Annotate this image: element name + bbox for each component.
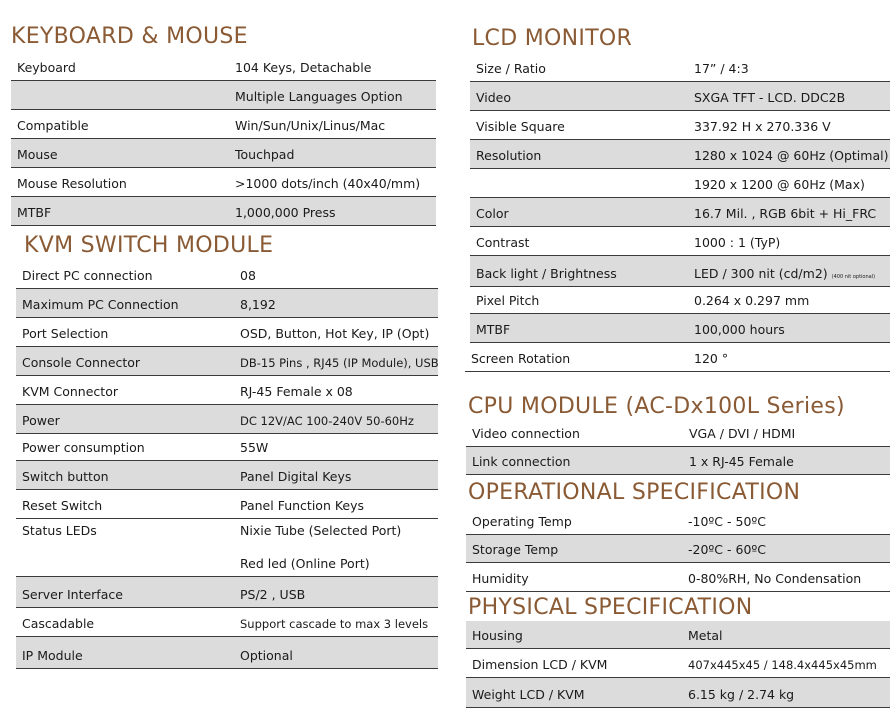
- spec-value: 1920 x 1200 @ 60Hz (Max): [694, 177, 865, 192]
- spec-label: Screen Rotation: [471, 351, 571, 366]
- spec-label: Switch button: [22, 469, 109, 484]
- spec-label: KVM Connector: [22, 384, 118, 399]
- spec-label: Storage Temp: [472, 542, 559, 557]
- spec-row: [16, 519, 438, 547]
- spec-row: [11, 168, 436, 197]
- spec-row: [470, 227, 890, 256]
- spec-value: 1 x RJ-45 Female: [689, 454, 794, 469]
- section-title: KEYBOARD & MOUSE: [11, 24, 248, 49]
- spec-value: 337.92 H x 270.336 V: [694, 119, 831, 134]
- section-title: KVM SWITCH MODULE: [24, 233, 274, 258]
- spec-value: Win/Sun/Unix/Linus/Mac: [235, 118, 386, 133]
- spec-label: Port Selection: [22, 326, 109, 341]
- spec-label: Status LEDs: [22, 523, 97, 538]
- spec-value: -20ºC - 60ºC: [688, 542, 767, 557]
- spec-row: [466, 447, 890, 475]
- spec-row: [16, 260, 438, 289]
- spec-label: Size / Ratio: [476, 61, 546, 76]
- spec-label: Compatible: [17, 118, 89, 133]
- spec-row: [466, 535, 890, 563]
- spec-value: Support cascade to max 3 levels: [240, 617, 429, 631]
- physical-section: [466, 597, 890, 709]
- spec-label: Back light / Brightness: [476, 266, 617, 281]
- operational-section: [466, 482, 890, 592]
- spec-value: 120 °: [694, 351, 729, 366]
- spec-row: [16, 608, 438, 637]
- spec-value: -10ºC - 50ºC: [688, 514, 767, 529]
- spec-row: [16, 347, 438, 376]
- spec-row: [466, 621, 890, 649]
- spec-row: [11, 81, 436, 110]
- spec-value: Nixie Tube (Selected Port): [240, 523, 402, 538]
- spec-value: [694, 266, 875, 281]
- spec-row: [16, 577, 438, 608]
- spec-value: 8,192: [240, 297, 276, 312]
- spec-label: Color: [476, 206, 509, 221]
- spec-label: Maximum PC Connection: [22, 297, 179, 312]
- spec-label: Video: [476, 90, 512, 105]
- spec-label: Dimension LCD / KVM: [472, 657, 608, 672]
- section-title: CPU MODULE (AC-Dx100L Series): [468, 394, 845, 419]
- spec-value: 16.7 Mil. , RGB 6bit + Hi_FRC: [694, 206, 877, 221]
- spec-row: [16, 289, 438, 318]
- spec-value: DC 12V/AC 100-240V 50-60Hz: [240, 414, 414, 428]
- spec-value: 08: [240, 268, 256, 283]
- spec-label: Keyboard: [17, 60, 76, 75]
- spec-row: [466, 563, 890, 592]
- spec-value: VGA / DVI / HDMI: [689, 426, 796, 441]
- spec-label: Weight LCD / KVM: [472, 687, 585, 702]
- section-title: OPERATIONAL SPECIFICATION: [468, 480, 801, 505]
- spec-value: Optional: [240, 648, 293, 663]
- spec-value: RJ-45 Female x 08: [240, 384, 353, 399]
- spec-row: [470, 287, 890, 314]
- spec-label: MTBF: [476, 322, 511, 337]
- spec-label: Video connection: [472, 426, 580, 441]
- spec-value: 1,000,000 Press: [235, 205, 336, 220]
- spec-value: 0-80%RH, No Condensation: [688, 571, 862, 586]
- spec-row: [466, 421, 890, 447]
- section-title: LCD MONITOR: [472, 26, 633, 51]
- spec-row: [470, 314, 890, 343]
- spec-label: Housing: [472, 628, 523, 643]
- spec-value: PS/2 , USB: [240, 587, 306, 602]
- spec-row: [16, 548, 438, 577]
- spec-row: [470, 256, 890, 287]
- spec-value: Panel Function Keys: [240, 498, 365, 513]
- spec-value: 407x445x45 / 148.4x445x45mm: [688, 658, 877, 672]
- spec-value: 17” / 4:3: [694, 61, 749, 76]
- spec-row: [466, 678, 890, 708]
- spec-row: [465, 343, 890, 372]
- spec-row: [16, 376, 438, 405]
- spec-label: Mouse Resolution: [17, 176, 127, 191]
- spec-label: Cascadable: [22, 616, 95, 631]
- spec-value: Touchpad: [235, 147, 295, 162]
- section-title: PHYSICAL SPECIFICATION: [468, 595, 753, 620]
- spec-row: [470, 198, 890, 227]
- spec-value: 104 Keys, Detachable: [235, 60, 372, 75]
- spec-row: [11, 52, 436, 81]
- spec-row: [11, 139, 436, 168]
- spec-row: [470, 82, 890, 111]
- spec-label: Direct PC connection: [22, 268, 153, 283]
- spec-label: Operating Temp: [472, 514, 572, 529]
- spec-value: OSD, Button, Hot Key, IP (Opt): [240, 326, 430, 341]
- spec-label: Console Connector: [22, 355, 141, 370]
- spec-value: 6.15 kg / 2.74 kg: [688, 687, 795, 702]
- spec-row: [470, 140, 890, 169]
- spec-value: SXGA TFT - LCD. DDC2B: [694, 90, 846, 105]
- spec-label: Reset Switch: [22, 498, 103, 513]
- spec-row: [11, 110, 436, 139]
- spec-label: Link connection: [472, 454, 571, 469]
- cpu-module-section: [466, 396, 890, 476]
- lcd-monitor-section: [470, 28, 890, 373]
- kvm-switch-section: [16, 235, 438, 670]
- spec-label: Visible Square: [476, 119, 565, 134]
- spec-row: [470, 169, 890, 198]
- spec-label: Mouse: [17, 147, 58, 162]
- spec-label: Resolution: [476, 148, 542, 163]
- spec-row: [16, 318, 438, 347]
- spec-row: [466, 649, 890, 678]
- spec-label: MTBF: [17, 205, 52, 220]
- spec-label: Pixel Pitch: [476, 293, 540, 308]
- spec-row: [16, 434, 438, 461]
- spec-value-note: (400 nit optional): [831, 274, 876, 280]
- spec-row: [16, 405, 438, 434]
- spec-value: 100,000 hours: [694, 322, 785, 337]
- keyboard-mouse-section: [11, 26, 436, 230]
- spec-value: 55W: [240, 440, 269, 455]
- spec-label: IP Module: [22, 648, 83, 663]
- spec-row: [16, 490, 438, 519]
- spec-value: Metal: [688, 628, 723, 643]
- spec-row: [16, 637, 438, 669]
- spec-value: Panel Digital Keys: [240, 469, 352, 484]
- spec-label: Power: [22, 413, 60, 428]
- spec-value: 1280 x 1024 @ 60Hz (Optimal): [694, 148, 889, 163]
- spec-label: Humidity: [472, 571, 529, 586]
- spec-row: [11, 197, 436, 226]
- spec-row: [470, 111, 890, 140]
- spec-value: Red led (Online Port): [240, 556, 370, 571]
- spec-row: [16, 461, 438, 490]
- spec-value: 0.264 x 0.297 mm: [694, 293, 810, 308]
- spec-value: 1000 : 1 (TyP): [694, 235, 781, 250]
- spec-label: Power consumption: [22, 440, 145, 455]
- spec-value: >1000 dots/inch (40x40/mm): [235, 176, 421, 191]
- spec-row: [466, 507, 890, 535]
- spec-label: Server Interface: [22, 587, 123, 602]
- spec-value-text: LED / 300 nit (cd/m2): [694, 266, 828, 281]
- spec-value: Multiple Languages Option: [235, 89, 403, 104]
- spec-value: DB-15 Pins , RJ45 (IP Module), USB: [240, 356, 439, 370]
- spec-label: Contrast: [476, 235, 530, 250]
- spec-row: [470, 53, 890, 82]
